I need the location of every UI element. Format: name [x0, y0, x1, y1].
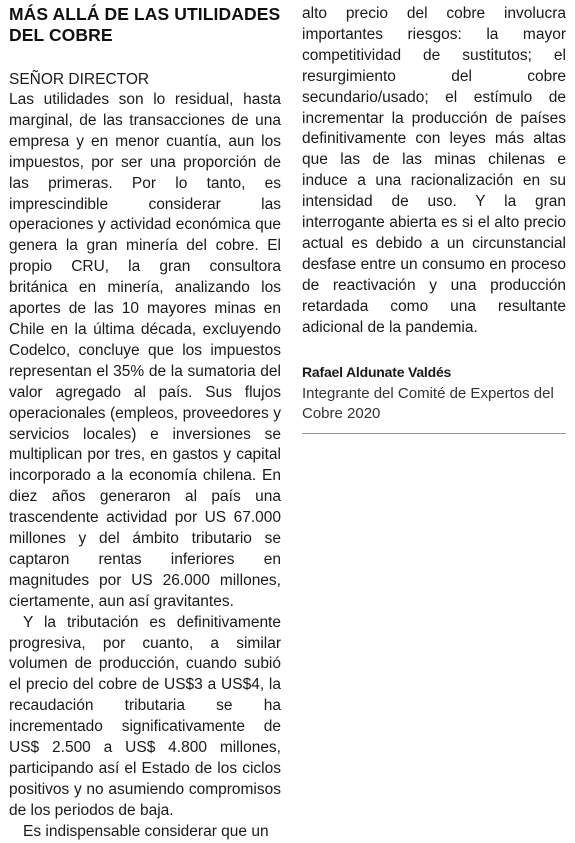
body-paragraph-continued: alto precio del cobre involucra importantes riesgos: la mayor competitividad de sustitutos; el resurgimiento del cobre secundario/usado; el estímulo de incrementar la producción de países definitivamente con leyes más altas que las de las minas chilenas e induce a una racionalización en su intensidad de uso. Y la gran interrogante abierta es si el alto precio actual es debido a un circunstancial desfase entre un consumo en proceso de reactivación y una producción retardada como una resultante adicional de la pandemia. [302, 5, 566, 336]
signature-role: Integrante del Comité de Expertos del Cobre 2020 [302, 384, 554, 422]
left-column [9, 4, 281, 843]
signature-name: Rafael Aldunate Valdés [302, 363, 452, 380]
body-paragraph-1: Las utilidades son lo residual, hasta marginal, de las transacciones de una empresa y en menor cuantía, aun los impuestos, por ser una proporción de las primeras. Por lo tanto, es imprescindible considerar las operaciones y actividad económica que genera la gran minería del cobre. El propio CRU, la gran consultora británica en minería, analizando los aportes de las 10 mayores minas en Chile en la última década, excluyendo Codelco, concluye que los impuestos representan el 35% de la sumatoria del valor agregado al país. Sus flujos operacionales (empleos, proveedores y servicios locales) e inversiones se multiplican por tres, en gastos y capital incorporado a la economía chilena. En diez años generaron al país una trascendente actividad por US 67.000 millones y del ámbito tributario se captaron rentas inferiores en magnitudes por US 26.000 millones, ciertamente, aun así gravitantes. [9, 91, 281, 610]
body-paragraph-3: Es indispensable considerar que un [23, 822, 269, 840]
right-column [302, 4, 566, 434]
salutation: SEÑOR DIRECTOR [9, 71, 150, 88]
divider-rule [302, 433, 566, 434]
headline: MÁS ALLÁ DE LAS UTILIDADES DEL COBRE [9, 4, 281, 45]
body-paragraph-2: Y la tributación es definitivamente progresiva, por cuanto, a similar volumen de producción, cuando subió el precio del cobre de US$3 a US$4, la recaudación tributaria se ha incrementado significativamente de US$ 2.500 a US$ 4.800 millones, participando así el Estado de los ciclos positivos y no asumiendo compromisos de los periodos de baja. [9, 613, 281, 819]
